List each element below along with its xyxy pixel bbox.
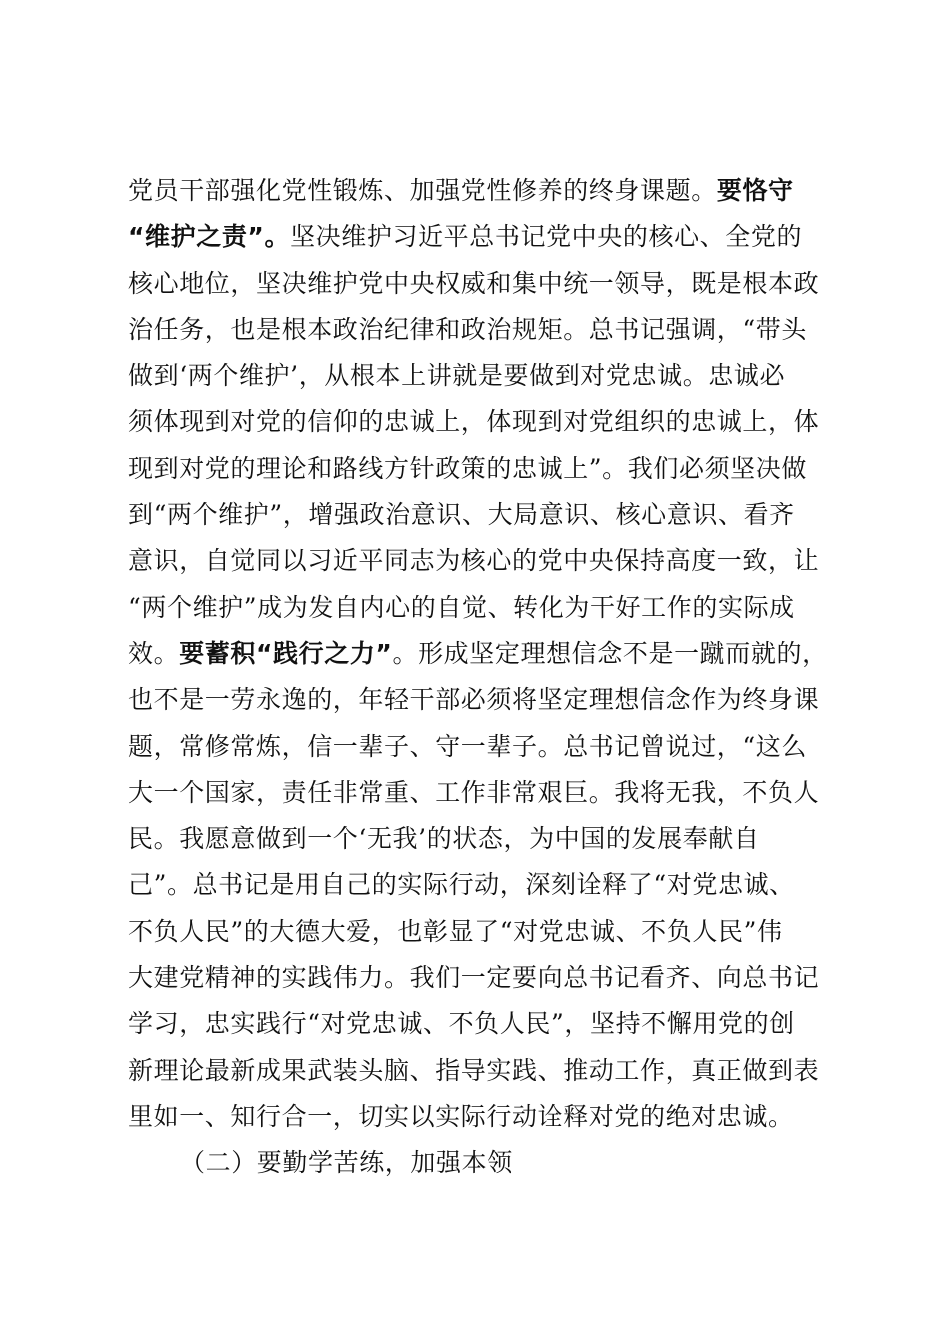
body-text [128,168,828,1187]
line-text-continued: 。形成坚定理想信念不是一蹴而就的， [392,638,828,668]
line-text: 现到对党的理论和路线方针政策的忠诚上”。我们必须坚决做 [128,453,807,483]
text-line-19 [128,1001,828,1047]
line-text: 新理论最新成果武装头脑、指导实践、推动工作，真正做到表 [128,1055,820,1085]
bold-phrase: “维护之责”。 [128,222,291,252]
text-line-15 [128,816,828,862]
text-line-17 [128,909,828,955]
line-text: 学习，忠实践行“对党忠诚、不负人民”，坚持不懈用党的创 [128,1009,795,1039]
text-line-11 [128,631,828,677]
line-text: 己”。总书记是用自己的实际行动，深刻诠释了“对党忠诚、 [128,870,795,900]
line-text: 也不是一劳永逸的，年轻干部必须将坚定理想信念作为终身课 [128,685,820,715]
line-text: “两个维护”成为发自内心的自觉、转化为干好工作的实际成 [128,592,795,622]
text-line-4 [128,307,828,353]
section-heading: （二）要勤学苦练，加强本领 [180,1148,513,1178]
text-line-10 [128,585,828,631]
line-text: 意识，自觉同以习近平同志为核心的党中央保持高度一致，让 [128,546,820,576]
text-line-16 [128,862,828,908]
text-line-9 [128,538,828,584]
text-line-13 [128,724,828,770]
text-line-7 [128,446,828,492]
line-text: 不负人民”的大德大爱，也彰显了“对党忠诚、不负人民”伟 [128,916,783,946]
line-text: 坚决维护习近平总书记党中央的核心、全党的 [290,222,803,252]
line-text: 里如一、知行合一，切实以实际行动诠释对党的绝对忠诚。 [128,1101,794,1131]
line-text: 大一个国家，责任非常重、工作非常艰巨。我将无我，不负人 [128,777,820,807]
text-line-21 [128,1094,828,1140]
line-text: 党员干部强化党性锻炼、加强党性修养的终身课题。 [128,176,717,205]
text-line-18 [128,955,828,1001]
bold-phrase: 要恪守 [716,176,794,205]
text-line-8 [128,492,828,538]
text-line-6 [128,399,828,445]
text-line-2 [128,214,828,260]
text-line-20 [128,1048,828,1094]
line-text: 效。 [128,638,180,668]
line-text: 做到‘两个维护’，从根本上讲就是要做到对党忠诚。忠诚必 [128,361,786,391]
text-line-1 [128,168,828,214]
text-line-5 [128,353,828,399]
text-line-3 [128,261,828,307]
line-text: 民。我愿意做到一个‘无我’的状态，为中国的发展奉献自 [128,824,760,854]
line-text: 大建党精神的实践伟力。我们一定要向总书记看齐、向总书记 [128,963,820,993]
line-text: 到“两个维护”，增强政治意识、大局意识、核心意识、看齐 [128,500,795,530]
text-line-14 [128,770,828,816]
text-line-12 [128,677,828,723]
line-text: 题，常修常炼，信一辈子、守一辈子。总书记曾说过，“这么 [128,731,807,761]
line-text: 须体现到对党的信仰的忠诚上，体现到对党组织的忠诚上，体 [128,407,820,437]
line-text: 治任务，也是根本政治纪律和政治规矩。总书记强调，“带头 [128,314,807,344]
line-text: 核心地位，坚决维护党中央权威和集中统一领导，既是根本政 [128,268,820,298]
bold-phrase: 要蓄积“践行之力” [179,638,393,668]
